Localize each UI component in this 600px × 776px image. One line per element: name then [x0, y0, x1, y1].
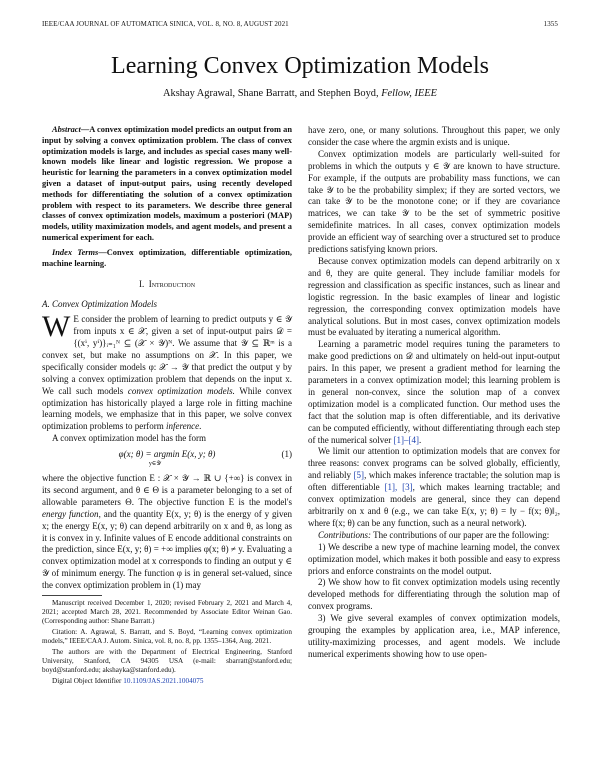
intro-p3-b: , and the quantity E(x, y; θ) is the energy of y given x; the energy E(x, y; θ) can depend arbitrarily on x and θ, as long as it is convex in y. Infinite values of E encode additional constraints on the prediction, since E(x, y; θ) = +∞ implies φ(x; θ) ≠ y. Evaluating a convex optimization model at x corresponds to finding an output y ∈ 𝒴 of minimum energy. The function φ is in general set-valued, since the convex optimization problem in (1) may [42, 508, 292, 591]
right-paragraph-5 [308, 446, 560, 529]
contributions-paragraph [308, 530, 560, 542]
doi-link[interactable]: 10.1109/JAS.2021.1004075 [123, 677, 204, 686]
abstract [42, 125, 292, 244]
section-number: I. [138, 279, 145, 290]
footnote-citation: Citation: A. Agrawal, S. Barratt, and S. Boyd, “Learning convex optimization models,” IEEE/CAA J. Autom. Sinica, vol. 8, no. 8, pp. 1355–1364, Aug. 2021. [42, 628, 292, 646]
contributions-label: Contributions: [318, 529, 372, 540]
right-p5-c: , which makes learning tractable; and convex optimization models are general, since they can depend arbitrarily on x and θ (e.g., we can take E(x, y; θ) = ‖y − f(x; θ)‖₂, where f(x; θ) can be any function, such as a neural network). [308, 482, 560, 528]
contributions-text: The contributions of our paper are the following: [371, 529, 550, 540]
intro-text-c: . [199, 421, 202, 432]
left-column [42, 125, 292, 686]
right-paragraph-1: have zero, one, or many solutions. Throughout this paper, we only consider the case where the argmin exists and is unique. [308, 125, 560, 147]
paper-title: Learning Convex Optimization Models [111, 53, 489, 79]
intro-paragraph-1 [42, 310, 292, 433]
index-terms-text: —Convex optimization, differentiable optimization, machine learning. [42, 247, 292, 268]
drop-cap: W [42, 310, 71, 344]
equation-subscript: y∈𝒴 [148, 461, 162, 468]
equation-number: (1) [281, 449, 292, 460]
contribution-item: 2) We show how to fit convex optimization models using recently developed methods for differentiating through the solution map of convex programs. [308, 577, 560, 612]
abstract-label: Abstract [52, 125, 81, 134]
right-column [308, 125, 560, 661]
intro-text-b: While convex optimization has historically played a large role in fitting machine learning models, we emphasize that in this paper, we solve convex optimization problems to perform [42, 385, 292, 432]
right-p4-b: . [418, 434, 422, 445]
equation-1 [42, 449, 292, 467]
right-paragraph-3: Because convex optimization models can depend arbitrarily on x and θ, they are quite general. They include familiar models for regression and classification as specific instances, such as linear and logistic regression. In the basic examples of linear and logistic regression, the corresponding convex optimization models have analytical solutions. But in most cases, convex optimization models must be evaluated by iterating a numerical algorithm. [308, 255, 560, 338]
footnote-manuscript: Manuscript received December 1, 2020; revised February 2, 2021 and March 4, 2021; accepted March 28, 2021. Recommended by Associate Editor Weinan Gao. (Corresponding author: Shane Barratt.) [42, 599, 292, 626]
section-title: Introduction [148, 279, 196, 290]
contribution-item: 3) We give several examples of convex optimization models, grouping the examples by application area, i.e., MAP inference, utility-maximizing processes, and agent models. We include numerical experiments showing how to use open- [308, 613, 560, 659]
right-paragraph-4 [308, 339, 560, 446]
citation-link[interactable]: [5] [353, 470, 365, 481]
right-p5-b: , which makes inference tractable; the solution map is often differentiable [308, 470, 561, 493]
footnote-rule [42, 595, 102, 596]
footnote-affiliation: The authors are with the Department of Electrical Engineering, Stanford University, Stanford, CA 94305 USA (e-mail: sbarratt@stanford.edu; boyd@stanford.edu; akshayka@stanford.edu). [42, 648, 292, 675]
doi-label: Digital Object Identifier [52, 677, 124, 686]
intro-paragraph-3 [42, 473, 292, 592]
subsection-heading: A. Convex Optimization Models [42, 299, 157, 310]
intro-text-a: E consider the problem of learning to predict outputs y ∈ 𝒴 from inputs x ∈ 𝒳, given a set of input-output pairs 𝒟 = {(xⁱ, yⁱ)}ᵢ₌₁ᴺ ⊆ (𝒳 × 𝒴)ᴺ. We assume that 𝒴 ⊆ ℝᵐ is a convex set, but make no assumptions on 𝒳. In this paper, we specifically consider models φ: 𝒳 → 𝒴 that predict the output y by solving a convex optimization problem that depends on the input x. We call such models [42, 314, 292, 396]
running-header [42, 20, 558, 28]
right-paragraph-2: Convex optimization models are particularly well-suited for problems in which the outputs y ∈ 𝒴 are known to have structure. For example, if the outputs are probability mass functions, we can take 𝒴 to be the probability simplex; if they are sorted vectors, we can take 𝒴 to be the monotone cone; or if they are covariance matrices, we can take 𝒴 to be the set of symmetric positive semidefinite matrices. In all cases, convex optimization models provide an efficient way of searching over a structured set to produce predictions satisfying known priors. [308, 148, 560, 255]
author-line [0, 88, 600, 99]
citation-link[interactable]: [1], [3] [384, 482, 413, 493]
journal-name: IEEE/CAA JOURNAL OF AUTOMATICA SINICA, VOL. 8, NO. 8, AUGUST 2021 [42, 20, 289, 28]
contribution-item: 1) We describe a new type of machine learning model, the convex optimization model, which makes it both possible and easy to express priors and enforce constraints on the model output. [308, 541, 560, 576]
right-p4-a: Learning a parametric model requires tuning the parameters to make good predictions on 𝒟 and ultimately on held-out input-output pairs. In this paper, we present a gradient method for learning the parameters in a convex optimization model; this learning problem is in general non-convex, since the solution map of a convex optimization model is a complicated function. Our method uses the fact that the solution map is often differentiable, and its derivative can be computed efficiently, without differentiating through each step of the numerical solver [308, 339, 560, 445]
equation-body: φ(x; θ) = argmin E(x, y; θ) [118, 449, 216, 460]
intro-paragraph-2: A convex optimization model has the form [52, 433, 206, 444]
index-terms-label: Index Terms [52, 247, 99, 257]
index-terms [42, 248, 292, 270]
intro-emphasis: convex optimization models. [127, 385, 235, 396]
author-fellow: Fellow, IEEE [381, 88, 437, 99]
abstract-text: —A convex optimization model predicts an output from an input by solving a convex optimization problem. The class of convex optimization models is large, and includes as special cases many well-known models like linear and logistic regression. We propose a heuristic for learning the parameters in a convex optimization model given a dataset of input-output pairs, using recently developed methods for differentiating the solution of a convex optimization problem with respect to its parameters. We describe three general classes of convex optimization models, maximum a posteriori (MAP) models, utility maximization models, and agent models, and present a numerical experiment for each. [42, 125, 292, 242]
footnote-doi [42, 677, 292, 686]
citation-link[interactable]: [1]–[4] [393, 434, 419, 445]
section-heading [42, 279, 292, 291]
intro-emphasis-2: inference [165, 421, 200, 432]
energy-function-term: energy function [42, 508, 99, 519]
page-number: 1355 [543, 20, 558, 28]
author-names: Akshay Agrawal, Shane Barratt, and Stephen Boyd, [163, 88, 379, 99]
intro-p3-a: where the objective function E : 𝒳 × 𝒴 → ℝ ∪ {+∞} is convex in its second argument, and θ ∈ Θ is a parameter belonging to a set of allowable parameters Θ. The objective function E is the model's [42, 473, 292, 507]
right-p5-a: We limit our attention to optimization models that are convex for three reasons: convex programs can be solved globally, efficiently, and reliably [308, 446, 560, 481]
